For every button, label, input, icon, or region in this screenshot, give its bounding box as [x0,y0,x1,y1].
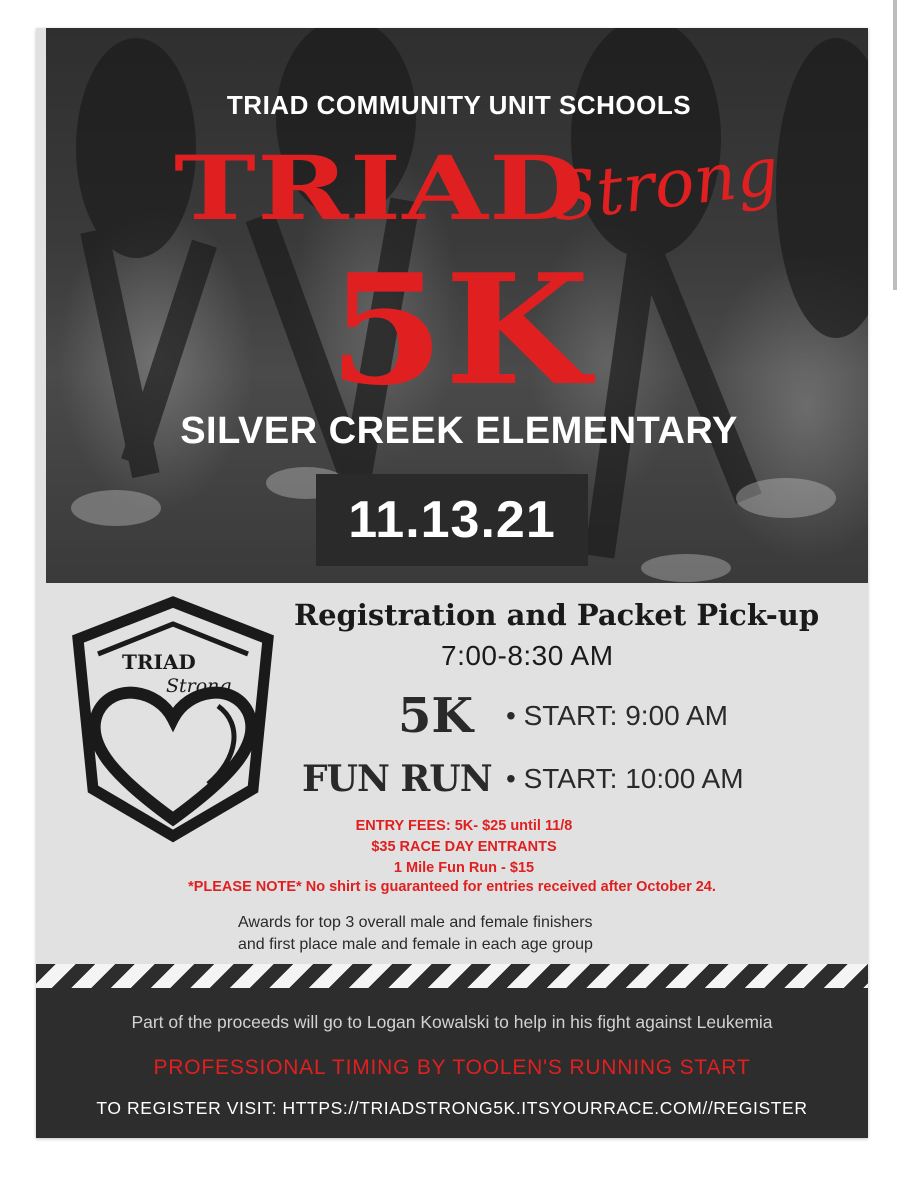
registration-time: 7:00-8:30 AM [441,640,614,671]
shirt-note: *PLEASE NOTE* No shirt is guaranteed for entries received after October 24. [188,879,716,895]
entry-fees [36,816,868,879]
register-url: TO REGISTER VISIT: HTTPS://TRIADSTRONG5K.ITSYOURRACE.COM//REGISTER [96,1098,808,1118]
school-name: TRIAD COMMUNITY UNIT SCHOOLS [226,90,692,120]
hero-photo-banner [46,28,868,583]
event-5k-start: • START: 9:00 AM [506,700,728,731]
registration-heading: Registration and Packet Pick-up [294,598,820,632]
triad-strong-shield-logo [58,594,288,844]
proceeds-note: Part of the proceeds will go to Logan Kowalski to help in his fight against Leukemia [131,1012,773,1032]
date-box [316,474,588,566]
title-strong-script: Strong [547,132,783,237]
awards-line-1: Awards for top 3 overall male and female finishers [238,914,593,931]
timing-credit: PROFESSIONAL TIMING BY TOOLEN'S RUNNING START [153,1056,751,1079]
fee-line-5k: ENTRY FEES: 5K- $25 until 11/8 [355,818,573,834]
fee-line-fun-run: 1 Mile Fun Run - $15 [393,860,535,876]
event-5k-name: 5K [398,688,474,744]
event-fun-run-start: • START: 10:00 AM [506,763,744,794]
logo-word-strong: Strong [166,675,232,697]
fee-line-race-day: $35 RACE DAY ENTRANTS [371,839,557,855]
footer-panel [36,988,868,1138]
venue-name: SILVER CREEK ELEMENTARY [180,410,738,452]
race-flyer [36,28,868,1138]
event-fun-run-name: FUN RUN [302,758,492,800]
awards-info [238,912,593,956]
title-triad: TRIAD [174,136,586,240]
awards-line-2: and first place male and female in each age group [238,936,593,953]
page-scroll-edge [893,0,897,290]
race-distance-title: 5K [328,240,590,419]
race-date: 11.13.21 [348,491,556,549]
hazard-stripe-divider [36,964,868,988]
logo-word-triad: TRIAD [122,650,196,674]
